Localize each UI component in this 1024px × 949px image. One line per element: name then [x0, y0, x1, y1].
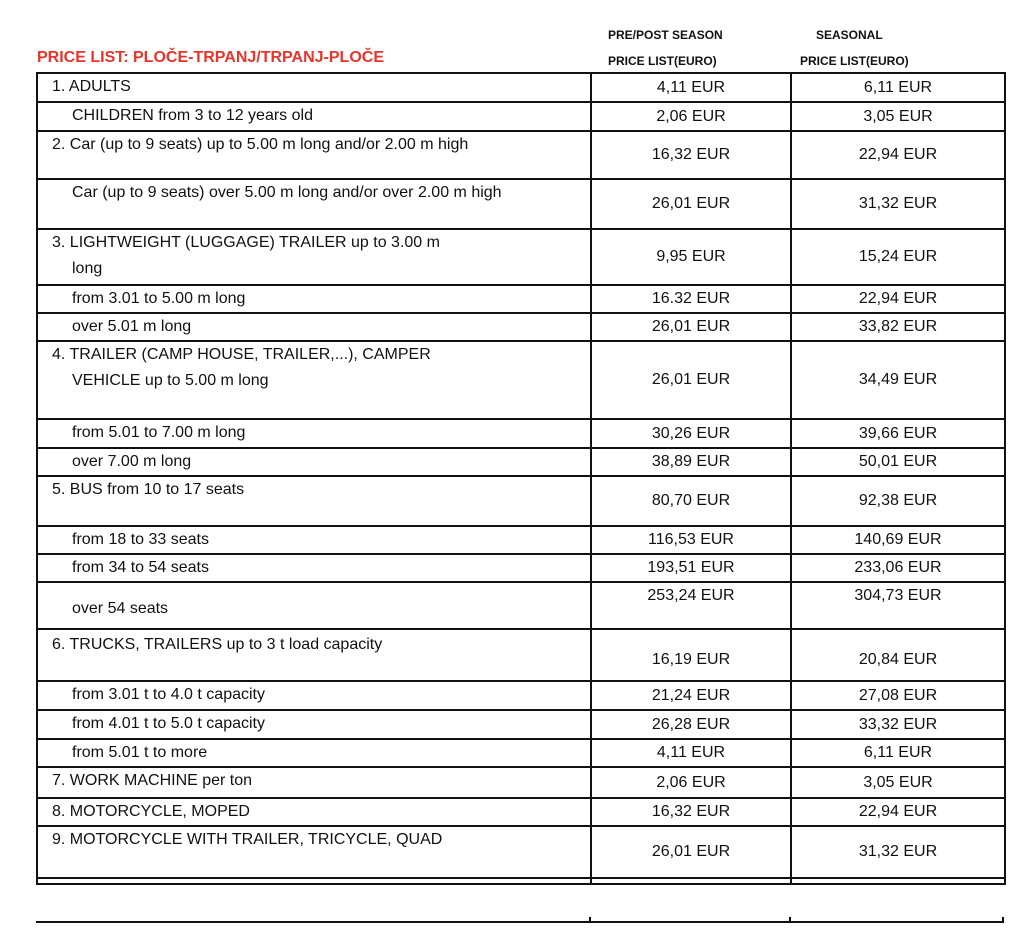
- seasonal-price: 31,32 EUR: [791, 826, 1005, 878]
- empty-cell: [37, 878, 591, 884]
- table-row: [37, 476, 1005, 526]
- pre-post-price: 9,95 EUR: [591, 229, 791, 285]
- row-description: 1. ADULTS: [37, 73, 591, 102]
- seasonal-price: 304,73 EUR: [791, 582, 1005, 629]
- column-header-line: PRE/POST SEASON: [608, 28, 723, 42]
- table-row: [37, 131, 1005, 179]
- pre-post-price: 2,06 EUR: [591, 102, 791, 131]
- row-description: 8. MOTORCYCLE, MOPED: [37, 798, 591, 826]
- table-row: [37, 629, 1005, 681]
- seasonal-price: 22,94 EUR: [791, 798, 1005, 826]
- pre-post-price: 2,06 EUR: [591, 767, 791, 798]
- table-row: [37, 826, 1005, 878]
- seasonal-price: 22,94 EUR: [791, 285, 1005, 313]
- pre-post-price: 26,01 EUR: [591, 826, 791, 878]
- row-description-line: 3. LIGHTWEIGHT (LUGGAGE) TRAILER up to 3.00 m: [52, 234, 440, 251]
- row-description: [37, 341, 591, 419]
- column-divider-tick: [589, 917, 591, 923]
- table-row: [37, 554, 1005, 582]
- pre-post-price: 253,24 EUR: [591, 582, 791, 629]
- table-row: [37, 313, 1005, 341]
- row-description-continuation: VEHICLE up to 5.00 m long: [72, 372, 269, 389]
- table-row: [37, 526, 1005, 554]
- table-bottom-rule: [36, 921, 1004, 923]
- pre-post-price: 26,01 EUR: [591, 341, 791, 419]
- seasonal-price: 31,32 EUR: [791, 179, 1005, 229]
- row-description: Car (up to 9 seats) over 5.00 m long and/or over 2.00 m high: [37, 179, 591, 229]
- price-table: [36, 72, 1006, 885]
- seasonal-price: 233,06 EUR: [791, 554, 1005, 582]
- seasonal-price: 6,11 EUR: [791, 73, 1005, 102]
- row-description-continuation: long: [72, 260, 103, 277]
- pre-post-price: 193,51 EUR: [591, 554, 791, 582]
- column-header-line: SEASONAL: [816, 28, 883, 42]
- seasonal-price: 33,82 EUR: [791, 313, 1005, 341]
- pre-post-price: 80,70 EUR: [591, 476, 791, 526]
- seasonal-price: 22,94 EUR: [791, 131, 1005, 179]
- pre-post-price: 26,01 EUR: [591, 179, 791, 229]
- table-row: [37, 229, 1005, 285]
- seasonal-price: 6,11 EUR: [791, 739, 1005, 767]
- pre-post-price: 16,32 EUR: [591, 131, 791, 179]
- row-description: from 3.01 t to 4.0 t capacity: [37, 681, 591, 710]
- table-row: [37, 448, 1005, 476]
- seasonal-price: 33,32 EUR: [791, 710, 1005, 739]
- column-divider-tick: [1002, 917, 1004, 923]
- row-description: from 5.01 t to more: [37, 739, 591, 767]
- row-description: 2. Car (up to 9 seats) up to 5.00 m long and/or 2.00 m high: [37, 131, 591, 179]
- row-description: from 5.01 to 7.00 m long: [37, 419, 591, 448]
- row-description: over 54 seats: [37, 582, 591, 629]
- seasonal-price: 3,05 EUR: [791, 102, 1005, 131]
- column-header-pre-post-season: [608, 22, 723, 74]
- seasonal-price: 34,49 EUR: [791, 341, 1005, 419]
- row-description: over 5.01 m long: [37, 313, 591, 341]
- pre-post-price: 16.32 EUR: [591, 285, 791, 313]
- row-description-line: 4. TRAILER (CAMP HOUSE, TRAILER,...), CAMPER: [52, 346, 431, 363]
- row-description: 6. TRUCKS, TRAILERS up to 3 t load capacity: [37, 629, 591, 681]
- table-row: [37, 739, 1005, 767]
- table-row: [37, 285, 1005, 313]
- row-description: CHILDREN from 3 to 12 years old: [37, 102, 591, 131]
- column-header-line: PRICE LIST(EURO): [800, 54, 909, 68]
- row-description: from 18 to 33 seats: [37, 526, 591, 554]
- table-row: [37, 179, 1005, 229]
- pre-post-price: 116,53 EUR: [591, 526, 791, 554]
- row-description: 5. BUS from 10 to 17 seats: [37, 476, 591, 526]
- table-row: [37, 341, 1005, 419]
- row-description: 9. MOTORCYCLE WITH TRAILER, TRICYCLE, QUAD: [37, 826, 591, 878]
- table-row: [37, 681, 1005, 710]
- row-description: from 3.01 to 5.00 m long: [37, 285, 591, 313]
- table-row-empty: [37, 878, 1005, 884]
- pre-post-price: 4,11 EUR: [591, 73, 791, 102]
- table-row: [37, 798, 1005, 826]
- column-header-line: PRICE LIST(EURO): [608, 54, 717, 68]
- seasonal-price: 3,05 EUR: [791, 767, 1005, 798]
- seasonal-price: 27,08 EUR: [791, 681, 1005, 710]
- pre-post-price: 38,89 EUR: [591, 448, 791, 476]
- pre-post-price: 21,24 EUR: [591, 681, 791, 710]
- pre-post-price: 30,26 EUR: [591, 419, 791, 448]
- row-description: 7. WORK MACHINE per ton: [37, 767, 591, 798]
- seasonal-price: 15,24 EUR: [791, 229, 1005, 285]
- pre-post-price: 26,01 EUR: [591, 313, 791, 341]
- price-list-title: PRICE LIST: PLOČE-TRPANJ/TRPANJ-PLOČE: [37, 49, 384, 66]
- pre-post-price: 16,32 EUR: [591, 798, 791, 826]
- row-description: over 7.00 m long: [37, 448, 591, 476]
- row-description: [37, 229, 591, 285]
- column-divider-tick: [789, 917, 791, 923]
- seasonal-price: 39,66 EUR: [791, 419, 1005, 448]
- row-description: from 4.01 t to 5.0 t capacity: [37, 710, 591, 739]
- row-description: from 34 to 54 seats: [37, 554, 591, 582]
- empty-cell: [791, 878, 1005, 884]
- table-row: [37, 73, 1005, 102]
- pre-post-price: 26,28 EUR: [591, 710, 791, 739]
- table-row: [37, 710, 1005, 739]
- seasonal-price: 92,38 EUR: [791, 476, 1005, 526]
- table-row: [37, 102, 1005, 131]
- table-row: [37, 419, 1005, 448]
- pre-post-price: 4,11 EUR: [591, 739, 791, 767]
- empty-cell: [591, 878, 791, 884]
- seasonal-price: 20,84 EUR: [791, 629, 1005, 681]
- table-row: [37, 582, 1005, 629]
- table-row: [37, 767, 1005, 798]
- column-header-seasonal: [800, 22, 909, 74]
- seasonal-price: 140,69 EUR: [791, 526, 1005, 554]
- pre-post-price: 16,19 EUR: [591, 629, 791, 681]
- seasonal-price: 50,01 EUR: [791, 448, 1005, 476]
